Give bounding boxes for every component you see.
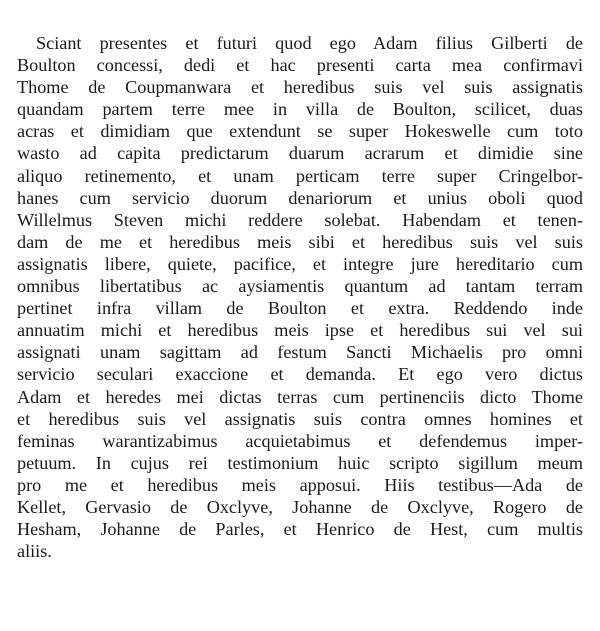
text-line: feminas warantizabimus acquietabimus et defendemus imper-	[17, 430, 583, 451]
text-line: Kellet, Gervasio de Oxclyve, Johanne de Oxclyve, Rogero de	[17, 496, 583, 517]
text-line: pro me et heredibus meis apposui. Hiis testibus—Ada de	[17, 474, 583, 495]
text-line: petuum. In cujus rei testimonium huic scripto sigillum meum	[17, 452, 583, 473]
text-line: acras et dimidiam que extendunt se super Hokeswelle cum toto	[17, 121, 583, 142]
text-line: et heredibus suis vel assignatis suis contra omnes homines et	[17, 408, 583, 429]
text-line: Willelmus Steven michi reddere solebat. Habendam et tenen-	[17, 209, 583, 230]
text-line: Sciant presentes et futuri quod ego Adam filius Gilberti de	[36, 33, 583, 53]
text-line: assignati unam sagittam ad festum Sancti Michaelis pro omni	[17, 342, 583, 363]
text-line: quandam partem terre mee in villa de Boulton, scilicet, duas	[17, 99, 583, 120]
text-line: hanes cum servicio duorum denariorum et unius oboli quod	[17, 187, 583, 208]
text-line: aliis.	[17, 541, 52, 562]
charter-text	[17, 32, 583, 562]
text-line: Hesham, Johanne de Parles, et Henrico de Hest, cum multis	[17, 519, 583, 540]
text-line: servicio seculari exaccione et demanda. Et ego vero dictus	[17, 364, 583, 385]
text-line: pertinet infra villam de Boulton et extra. Reddendo inde	[17, 298, 583, 319]
text-line: assignatis libere, quiete, pacifice, et integre jure hereditario cum	[17, 253, 583, 274]
text-line: Adam et heredes mei dictas terras cum pertinenciis dicto Thome	[17, 386, 583, 407]
text-line: wasto ad capita predictarum duarum acrarum et dimidie sine	[17, 143, 583, 164]
text-line: omnibus libertatibus ac aysiamentis quantum ad tantam terram	[17, 276, 583, 297]
text-line: Thome de Coupmanwara et heredibus suis vel suis assignatis	[17, 77, 583, 98]
text-line: dam de me et heredibus meis sibi et heredibus suis vel suis	[17, 231, 583, 252]
text-line: Boulton concessi, dedi et hac presenti carta mea confirmavi	[17, 55, 583, 76]
text-line: aliquo retinemento, et unam perticam terre super Cringelbor-	[17, 165, 583, 186]
text-line: annuatim michi et heredibus meis ipse et heredibus sui vel sui	[17, 320, 583, 341]
